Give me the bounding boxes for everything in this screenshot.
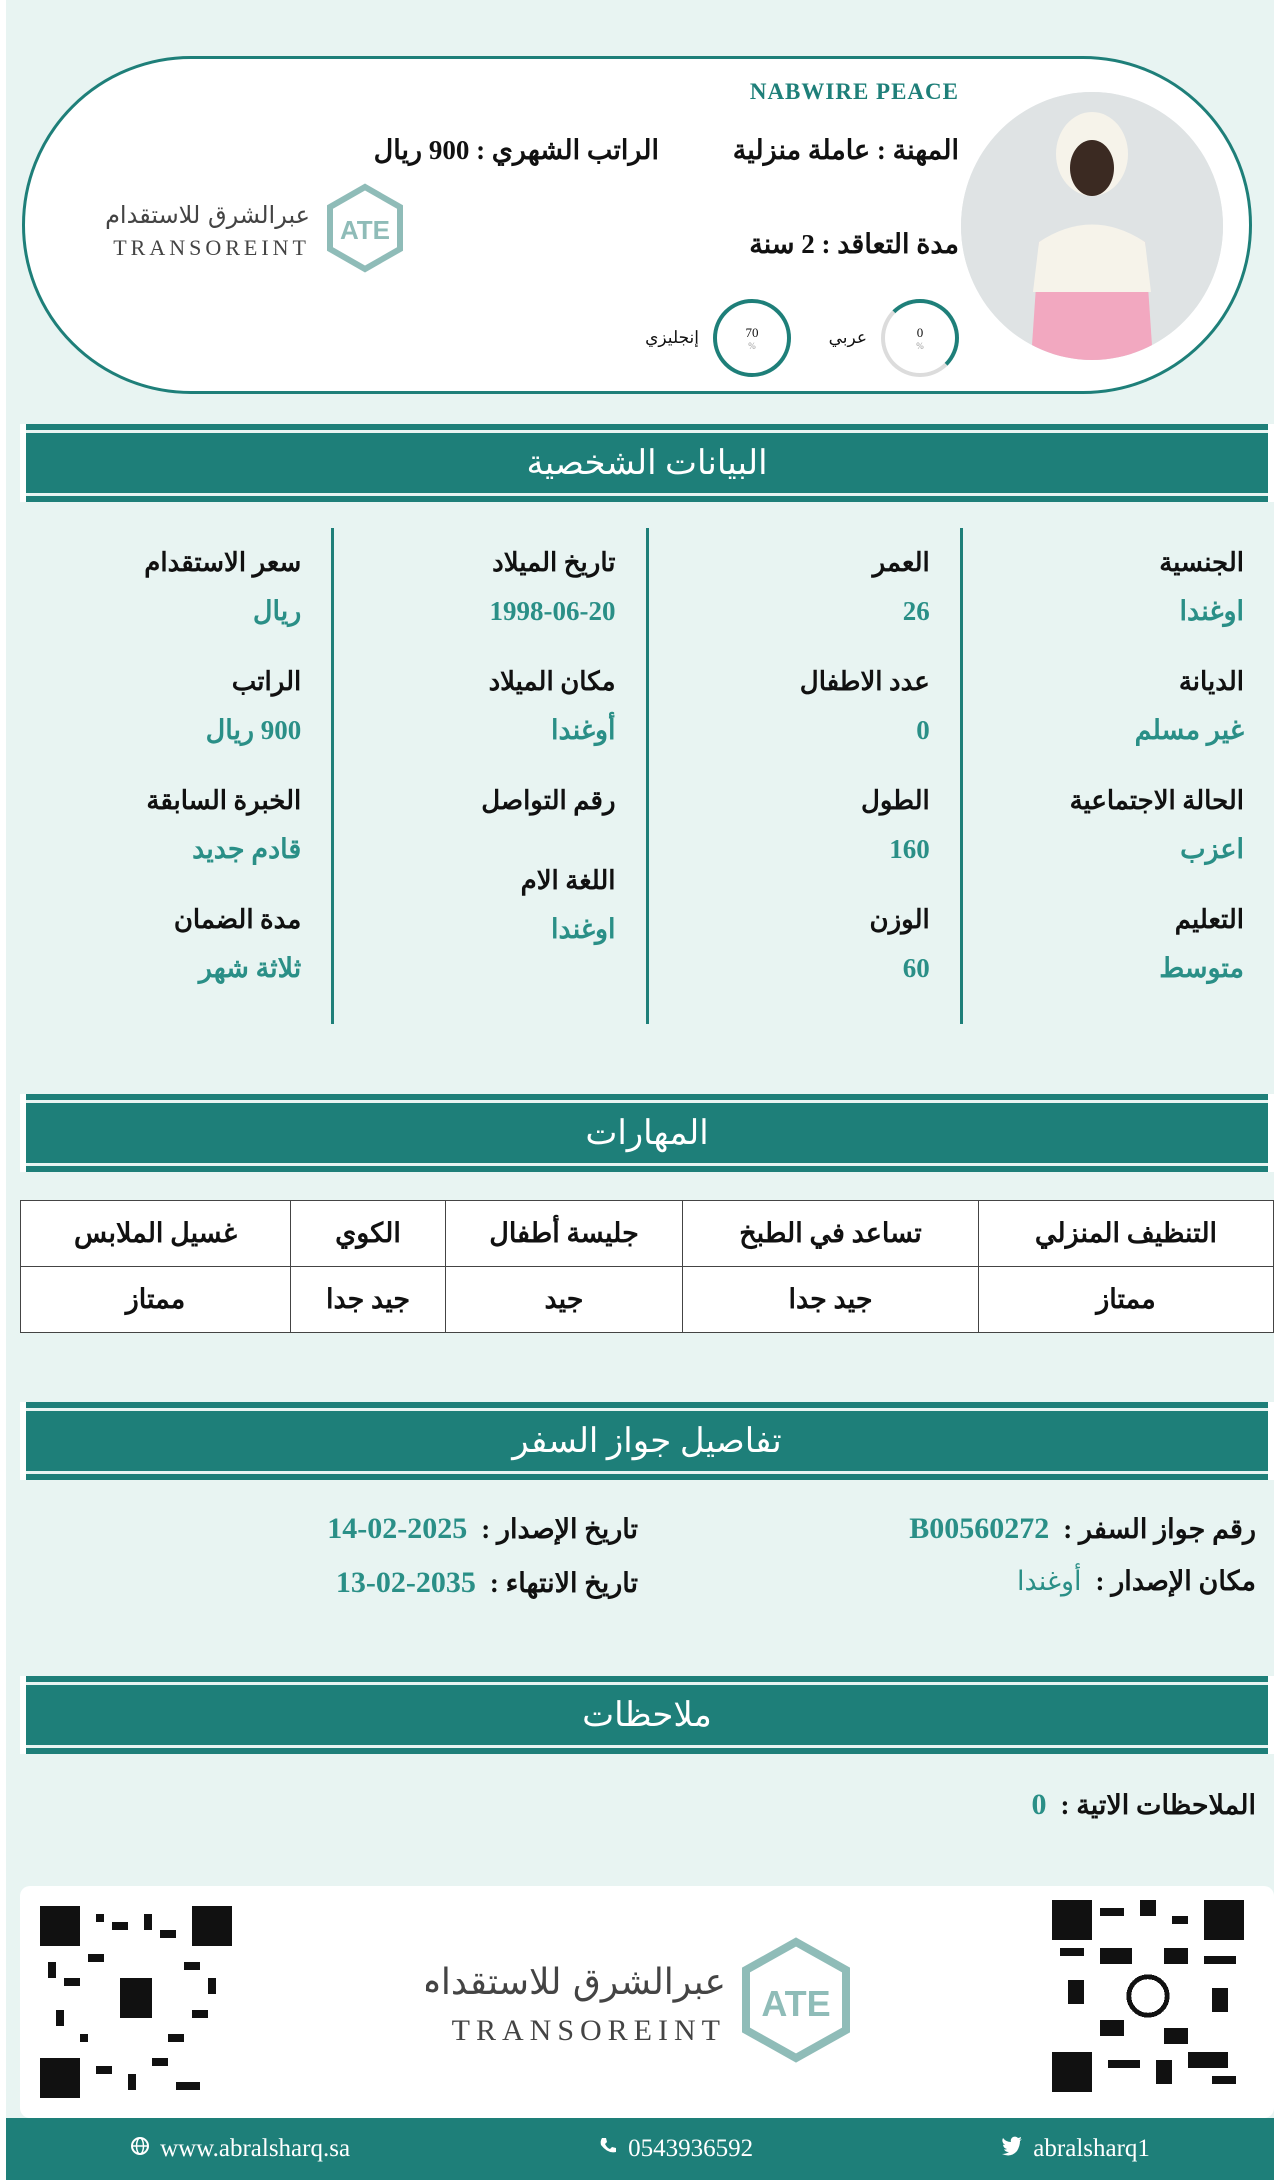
worker-name: NABWIRE PEACE — [749, 79, 959, 104]
company-logo-large — [426, 1930, 886, 2080]
language-ring: 0 % — [881, 299, 959, 377]
skill-header: غسيل الملابس — [21, 1201, 291, 1267]
skill-value: جيد جدا — [683, 1267, 979, 1333]
table-row — [21, 1267, 1274, 1333]
worker-photo — [961, 92, 1223, 360]
cv-page — [6, 0, 1274, 2180]
section-skills: المهارات — [20, 1094, 1274, 1172]
svg-text:TRANSOREINT: TRANSOREINT — [113, 235, 310, 260]
phone-link[interactable]: 0543936592 — [598, 2135, 753, 2163]
svg-text:TRANSOREINT: TRANSOREINT — [451, 2014, 726, 2047]
table-row — [21, 1201, 1274, 1267]
skill-value: ممتاز — [21, 1267, 291, 1333]
svg-text:ATE: ATE — [761, 1983, 831, 2024]
skill-value: جيد جدا — [291, 1267, 446, 1333]
skill-value: جيد — [446, 1267, 683, 1333]
skill-header: جليسة أطفال — [446, 1201, 683, 1267]
passport-issue-date: تاريخ الإصدار :2025-02-14 — [327, 1512, 638, 1545]
contract-duration: مدة التعاقد : 2 سنة — [749, 229, 959, 259]
section-personal: البيانات الشخصية — [20, 424, 1274, 502]
skill-value: ممتاز — [979, 1267, 1274, 1333]
skills-table — [20, 1200, 1274, 1333]
profile-card — [22, 56, 1252, 394]
skill-header: التنظيف المنزلي — [979, 1201, 1274, 1267]
section-passport: تفاصيل جواز السفر — [20, 1402, 1274, 1480]
monthly-salary: الراتب الشهري : 900 ريال — [373, 135, 659, 165]
svg-text:ATE: ATE — [339, 215, 391, 245]
passport-expiry-date: تاريخ الانتهاء :2035-02-13 — [335, 1566, 638, 1599]
language-ring: 70 % — [713, 299, 791, 377]
passport-number: رقم جواز السفر :B00560272 — [909, 1512, 1256, 1545]
passport-place: مكان الإصدار :أوغندا — [1017, 1566, 1256, 1596]
whatsapp-qr-code-icon — [1052, 1900, 1244, 2092]
website-link[interactable]: www.abralsharq.sa — [130, 2135, 350, 2163]
skill-header: تساعد في الطبخ — [683, 1201, 979, 1267]
language-arabic — [829, 299, 959, 377]
skill-header: الكوي — [291, 1201, 446, 1267]
section-notes: ملاحظات — [20, 1676, 1274, 1754]
company-logo — [95, 179, 415, 279]
personal-column: الجنسية اوغندا الديانة غير مسلم الحالة الاجتماعية اعزب التعليم متوسط — [960, 528, 1274, 1024]
twitter-link[interactable]: abralsharq1 — [1001, 2135, 1150, 2163]
language-english — [645, 299, 791, 377]
svg-text:عبرالشرق للاستقدام: عبرالشرق للاستقدام — [105, 201, 310, 229]
qr-code-icon — [40, 1906, 232, 2098]
footer-bar — [6, 2118, 1274, 2180]
personal-column: سعر الاستقدام ريال الراتب 900 ريال الخبرة السابقة قادم جديد مدة الضمان ثلاثة شهر — [144, 548, 302, 983]
twitter-icon — [1001, 2135, 1023, 2163]
personal-column: تاريخ الميلاد 1998-06-20 مكان الميلاد أوغندا رقم التواصل اللغة الام اوغندا — [331, 528, 645, 1024]
job-title: المهنة : عاملة منزلية — [732, 135, 959, 165]
phone-icon — [598, 2135, 618, 2163]
svg-text:عبرالشرق للاستقدام: عبرالشرق للاستقدام — [426, 1962, 726, 2003]
personal-grid — [20, 528, 1274, 1024]
globe-icon — [130, 2135, 150, 2163]
personal-column: العمر 26 عدد الاطفال 0 الطول 160 الوزن 60 — [646, 528, 960, 1024]
notes-line: الملاحظات الاتية :0 — [1031, 1788, 1256, 1821]
language-label: إنجليزي — [645, 328, 699, 347]
language-label: عربي — [828, 328, 867, 347]
